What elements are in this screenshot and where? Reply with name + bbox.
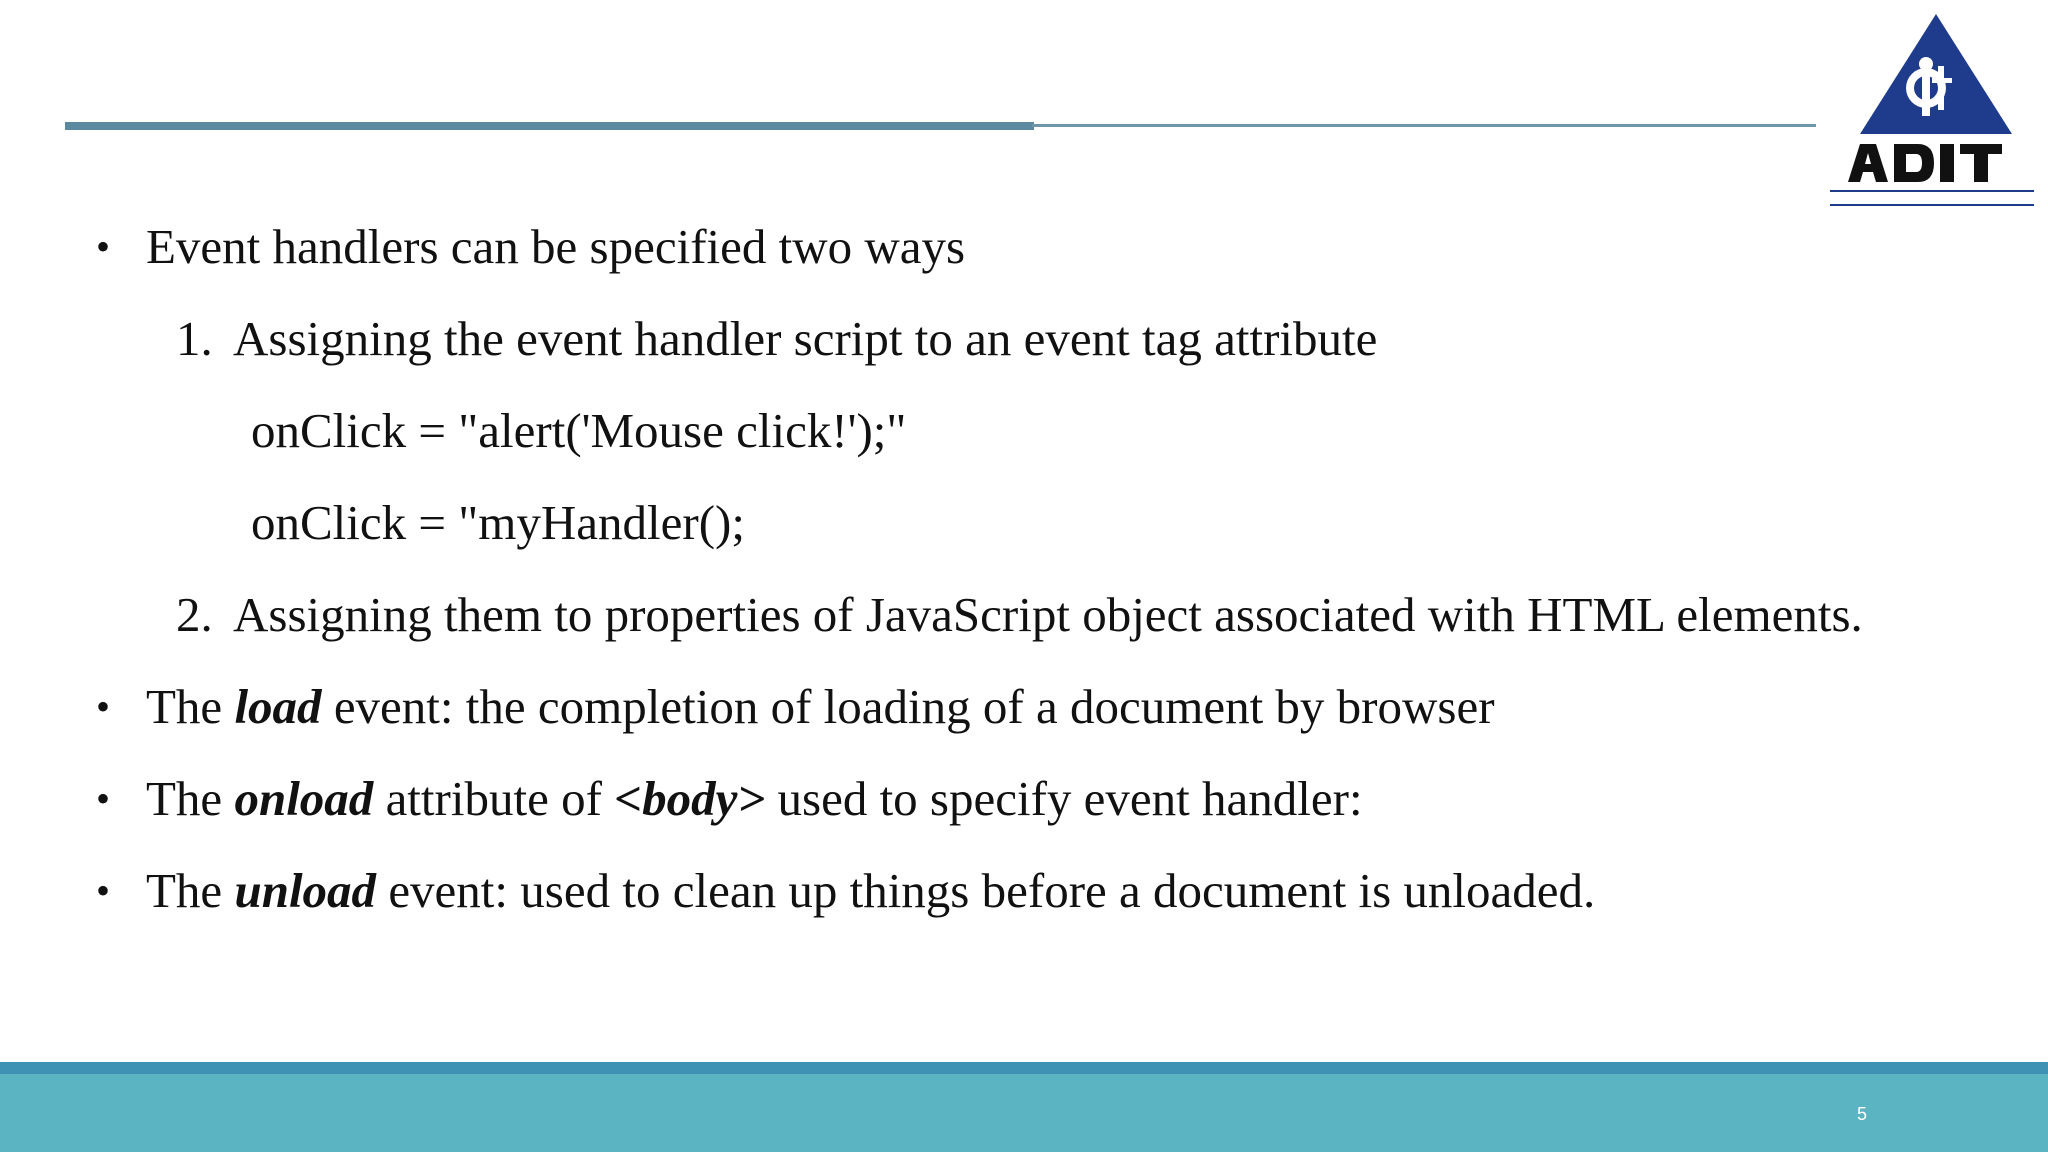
keyword-onload: onload: [234, 771, 374, 826]
keyword-load: load: [234, 679, 322, 734]
text-fragment: The: [146, 771, 235, 826]
code-example-myhandler: onClick = "myHandler();: [251, 495, 745, 550]
text-fragment: attribute of: [373, 771, 615, 826]
footer-stripe: [0, 1062, 2048, 1074]
code-example-alert: onClick = "alert('Mouse click!');": [251, 403, 907, 458]
text-fragment: used to specify event handler:: [765, 771, 1363, 826]
bullet-unload-event: [146, 861, 1595, 921]
bullet-marker: •: [96, 868, 111, 913]
keyword-body-tag: <body>: [614, 771, 766, 826]
text-fragment: The: [146, 679, 235, 734]
bullet-onload-attribute: [146, 769, 1363, 829]
list-number-1: 1.: [176, 311, 213, 366]
keyword-unload: unload: [234, 863, 377, 918]
bullet-load-event: [146, 677, 1495, 737]
text-fragment: event: used to clean up things before a document is unloaded.: [376, 863, 1596, 918]
list-number-2: 2.: [176, 587, 213, 642]
bullet-marker: •: [96, 224, 111, 269]
text-fragment: event: the completion of loading of a document by browser: [321, 679, 1495, 734]
list-item-assigning-attribute: Assigning the event handler script to an event tag attribute: [233, 311, 1378, 366]
list-item-assigning-properties: Assigning them to properties of JavaScript object associated with HTML elements.: [233, 587, 1863, 642]
bullet-marker: •: [96, 776, 111, 821]
page-number: 5: [1856, 1104, 1867, 1124]
bullet-marker: •: [96, 684, 111, 729]
footer-bar: [0, 1074, 2048, 1152]
text-fragment: The: [146, 863, 235, 918]
bullet-event-handlers: Event handlers can be specified two ways: [146, 219, 966, 274]
